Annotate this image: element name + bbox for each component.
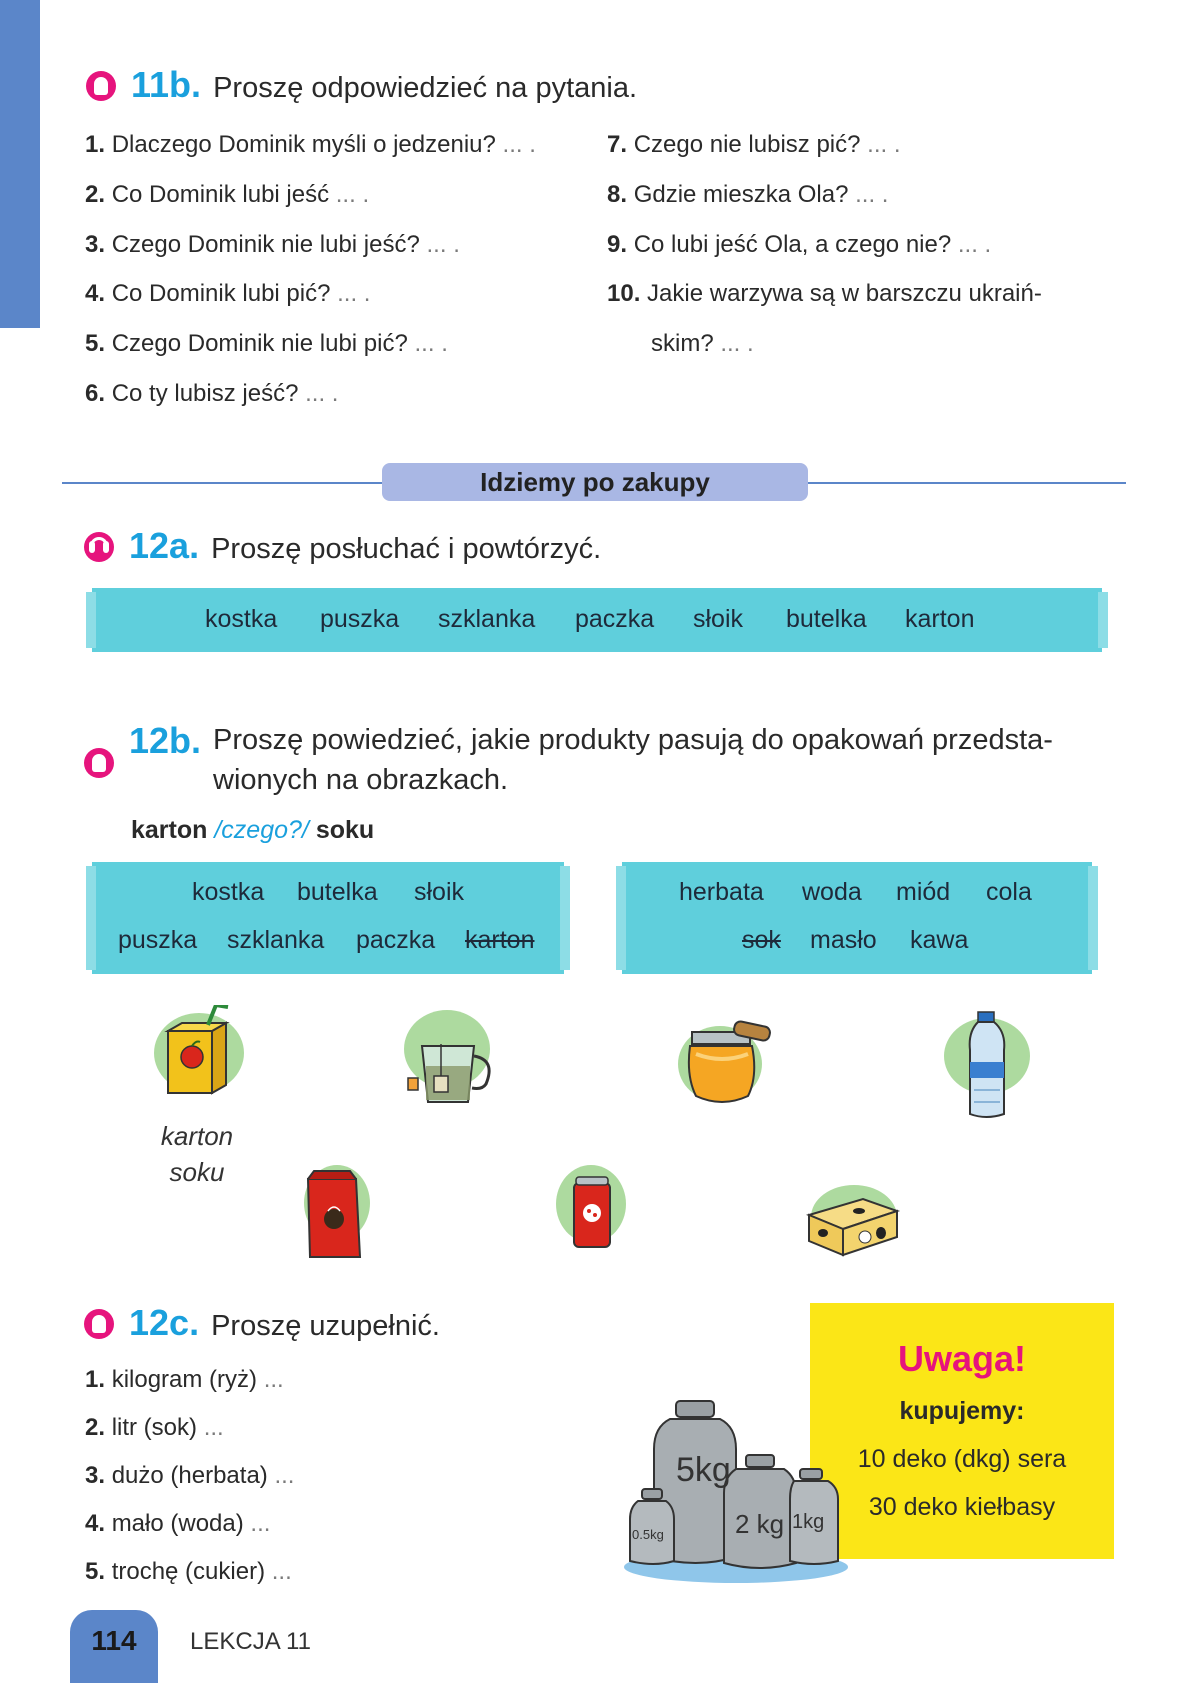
product-word: woda — [802, 878, 862, 906]
container-word-used: karton — [465, 926, 535, 954]
question-item: 6. Co ty lubisz jeść? ... . — [85, 380, 339, 407]
vocab-word: puszka — [320, 605, 400, 633]
exercise-instruction: Proszę uzupełnić. — [211, 1310, 440, 1342]
vocab-word: kostka — [205, 605, 278, 633]
weight-label-2kg: 2 kg — [735, 1509, 785, 1539]
note-subtitle: kupujemy: — [899, 1397, 1025, 1425]
fill-item: 3. dużo (herbata) ... — [85, 1462, 295, 1489]
soda-can-picture — [556, 1165, 628, 1257]
product-word: cola — [986, 878, 1032, 906]
containers-box — [92, 862, 564, 974]
question-item: 1. Dlaczego Dominik myśli o jedzeniu? ... . — [85, 131, 536, 158]
product-word: herbata — [679, 878, 764, 906]
exercise-number: 12b. — [129, 720, 202, 761]
water-bottle-icon — [944, 1010, 1030, 1120]
container-word: kostka — [192, 878, 265, 906]
container-word: szklanka — [227, 926, 325, 954]
weight-label-1kg: 1kg — [792, 1511, 825, 1533]
speaking-icon — [84, 1309, 114, 1339]
question-item: 4. Co Dominik lubi pić? ... . — [85, 280, 371, 307]
butter-cube-icon — [803, 1185, 903, 1257]
note-line: 10 deko (dkg) sera — [857, 1445, 1067, 1473]
vocab-word: karton — [905, 605, 975, 633]
vocabulary-band — [92, 588, 1102, 652]
vocab-word: szklanka — [438, 605, 536, 633]
question-item: 8. Gdzie mieszka Ola? ... . — [607, 181, 889, 208]
container-word: paczka — [356, 926, 436, 954]
soda-can-icon — [556, 1165, 628, 1257]
weights-icon — [618, 1395, 858, 1585]
coffee-pack-icon — [298, 1165, 374, 1261]
fill-item: 4. mało (woda) ... — [85, 1510, 271, 1537]
exercise-12b-header — [84, 720, 1053, 800]
question-item: 10. Jakie warzywa są w barszczu ukraiń- — [607, 280, 1042, 307]
exercise-number: 12a. — [129, 525, 200, 566]
butter-cube-picture — [803, 1185, 903, 1257]
juice-carton-picture — [152, 1005, 248, 1115]
side-color-bar — [0, 0, 40, 328]
picture-caption: karton soku — [160, 1121, 234, 1187]
container-word: butelka — [297, 878, 378, 906]
section-title: Idziemy po zakupy — [382, 463, 808, 501]
note-title: Uwaga! — [897, 1338, 1027, 1379]
exercise-number: 11b. — [131, 64, 202, 105]
headphones-icon — [84, 532, 114, 562]
section-divider-right — [798, 482, 1126, 484]
speaking-icon — [86, 71, 116, 101]
product-word: masło — [810, 926, 877, 954]
product-word: miód — [896, 878, 951, 906]
jar-of-honey-picture — [678, 1020, 778, 1108]
weights-picture — [618, 1395, 858, 1585]
page-number: 114 — [91, 1625, 137, 1656]
container-word: słoik — [414, 878, 465, 906]
coffee-pack-picture — [298, 1165, 374, 1261]
exercise-instruction: Proszę odpowiedzieć na pytania. — [213, 72, 638, 104]
exercise-instruction: Proszę powiedzieć, jakie produkty pasują do opakowań przedsta- — [213, 724, 1053, 756]
vocab-word: słoik — [693, 605, 744, 633]
example-phrase: karton /czego?/ soku — [131, 816, 375, 844]
bottle-of-water-picture — [944, 1010, 1030, 1120]
glass-of-tea-picture — [404, 1010, 504, 1110]
weight-label-5kg: 5kg — [676, 1451, 731, 1489]
exercise-11b-header — [86, 64, 637, 108]
exercise-12c-header — [84, 1302, 440, 1346]
products-box — [622, 862, 1092, 974]
tea-glass-icon — [404, 1010, 504, 1110]
lesson-label: LEKCJA 11 — [190, 1628, 311, 1655]
question-item: 2. Co Dominik lubi jeść ... . — [85, 181, 370, 208]
product-word: kawa — [910, 926, 969, 954]
fill-item: 1. kilogram (ryż) ... — [85, 1366, 284, 1393]
juice-carton-icon — [152, 1005, 248, 1115]
exercise-12a-header — [84, 525, 601, 569]
question-item: 3. Czego Dominik nie lubi jeść? ... . — [85, 231, 460, 258]
exercise-number: 12c. — [129, 1302, 200, 1343]
fill-item: 5. trochę (cukier) ... — [85, 1558, 292, 1585]
speaking-icon — [84, 748, 114, 778]
note-line: 30 deko kiełbasy — [868, 1493, 1056, 1521]
weight-label-half-kg: 0.5kg — [632, 1527, 664, 1542]
container-word: puszka — [118, 926, 198, 954]
vocab-word: paczka — [575, 605, 655, 633]
vocab-word: butelka — [786, 605, 867, 633]
honey-jar-icon — [678, 1020, 778, 1108]
fill-item: 2. litr (sok) ... — [85, 1414, 224, 1441]
exercise-instruction: Proszę posłuchać i powtórzyć. — [211, 533, 602, 565]
question-item: 5. Czego Dominik nie lubi pić? ... . — [85, 330, 448, 357]
question-item: 7. Czego nie lubisz pić? ... . — [607, 131, 901, 158]
section-divider-left — [62, 482, 392, 484]
product-word-used: sok — [742, 926, 781, 954]
question-item-continued: skim? ... . — [651, 330, 754, 357]
exercise-instruction-continued: wionych na obrazkach. — [213, 764, 509, 796]
question-item: 9. Co lubi jeść Ola, a czego nie? ... . — [607, 231, 992, 258]
